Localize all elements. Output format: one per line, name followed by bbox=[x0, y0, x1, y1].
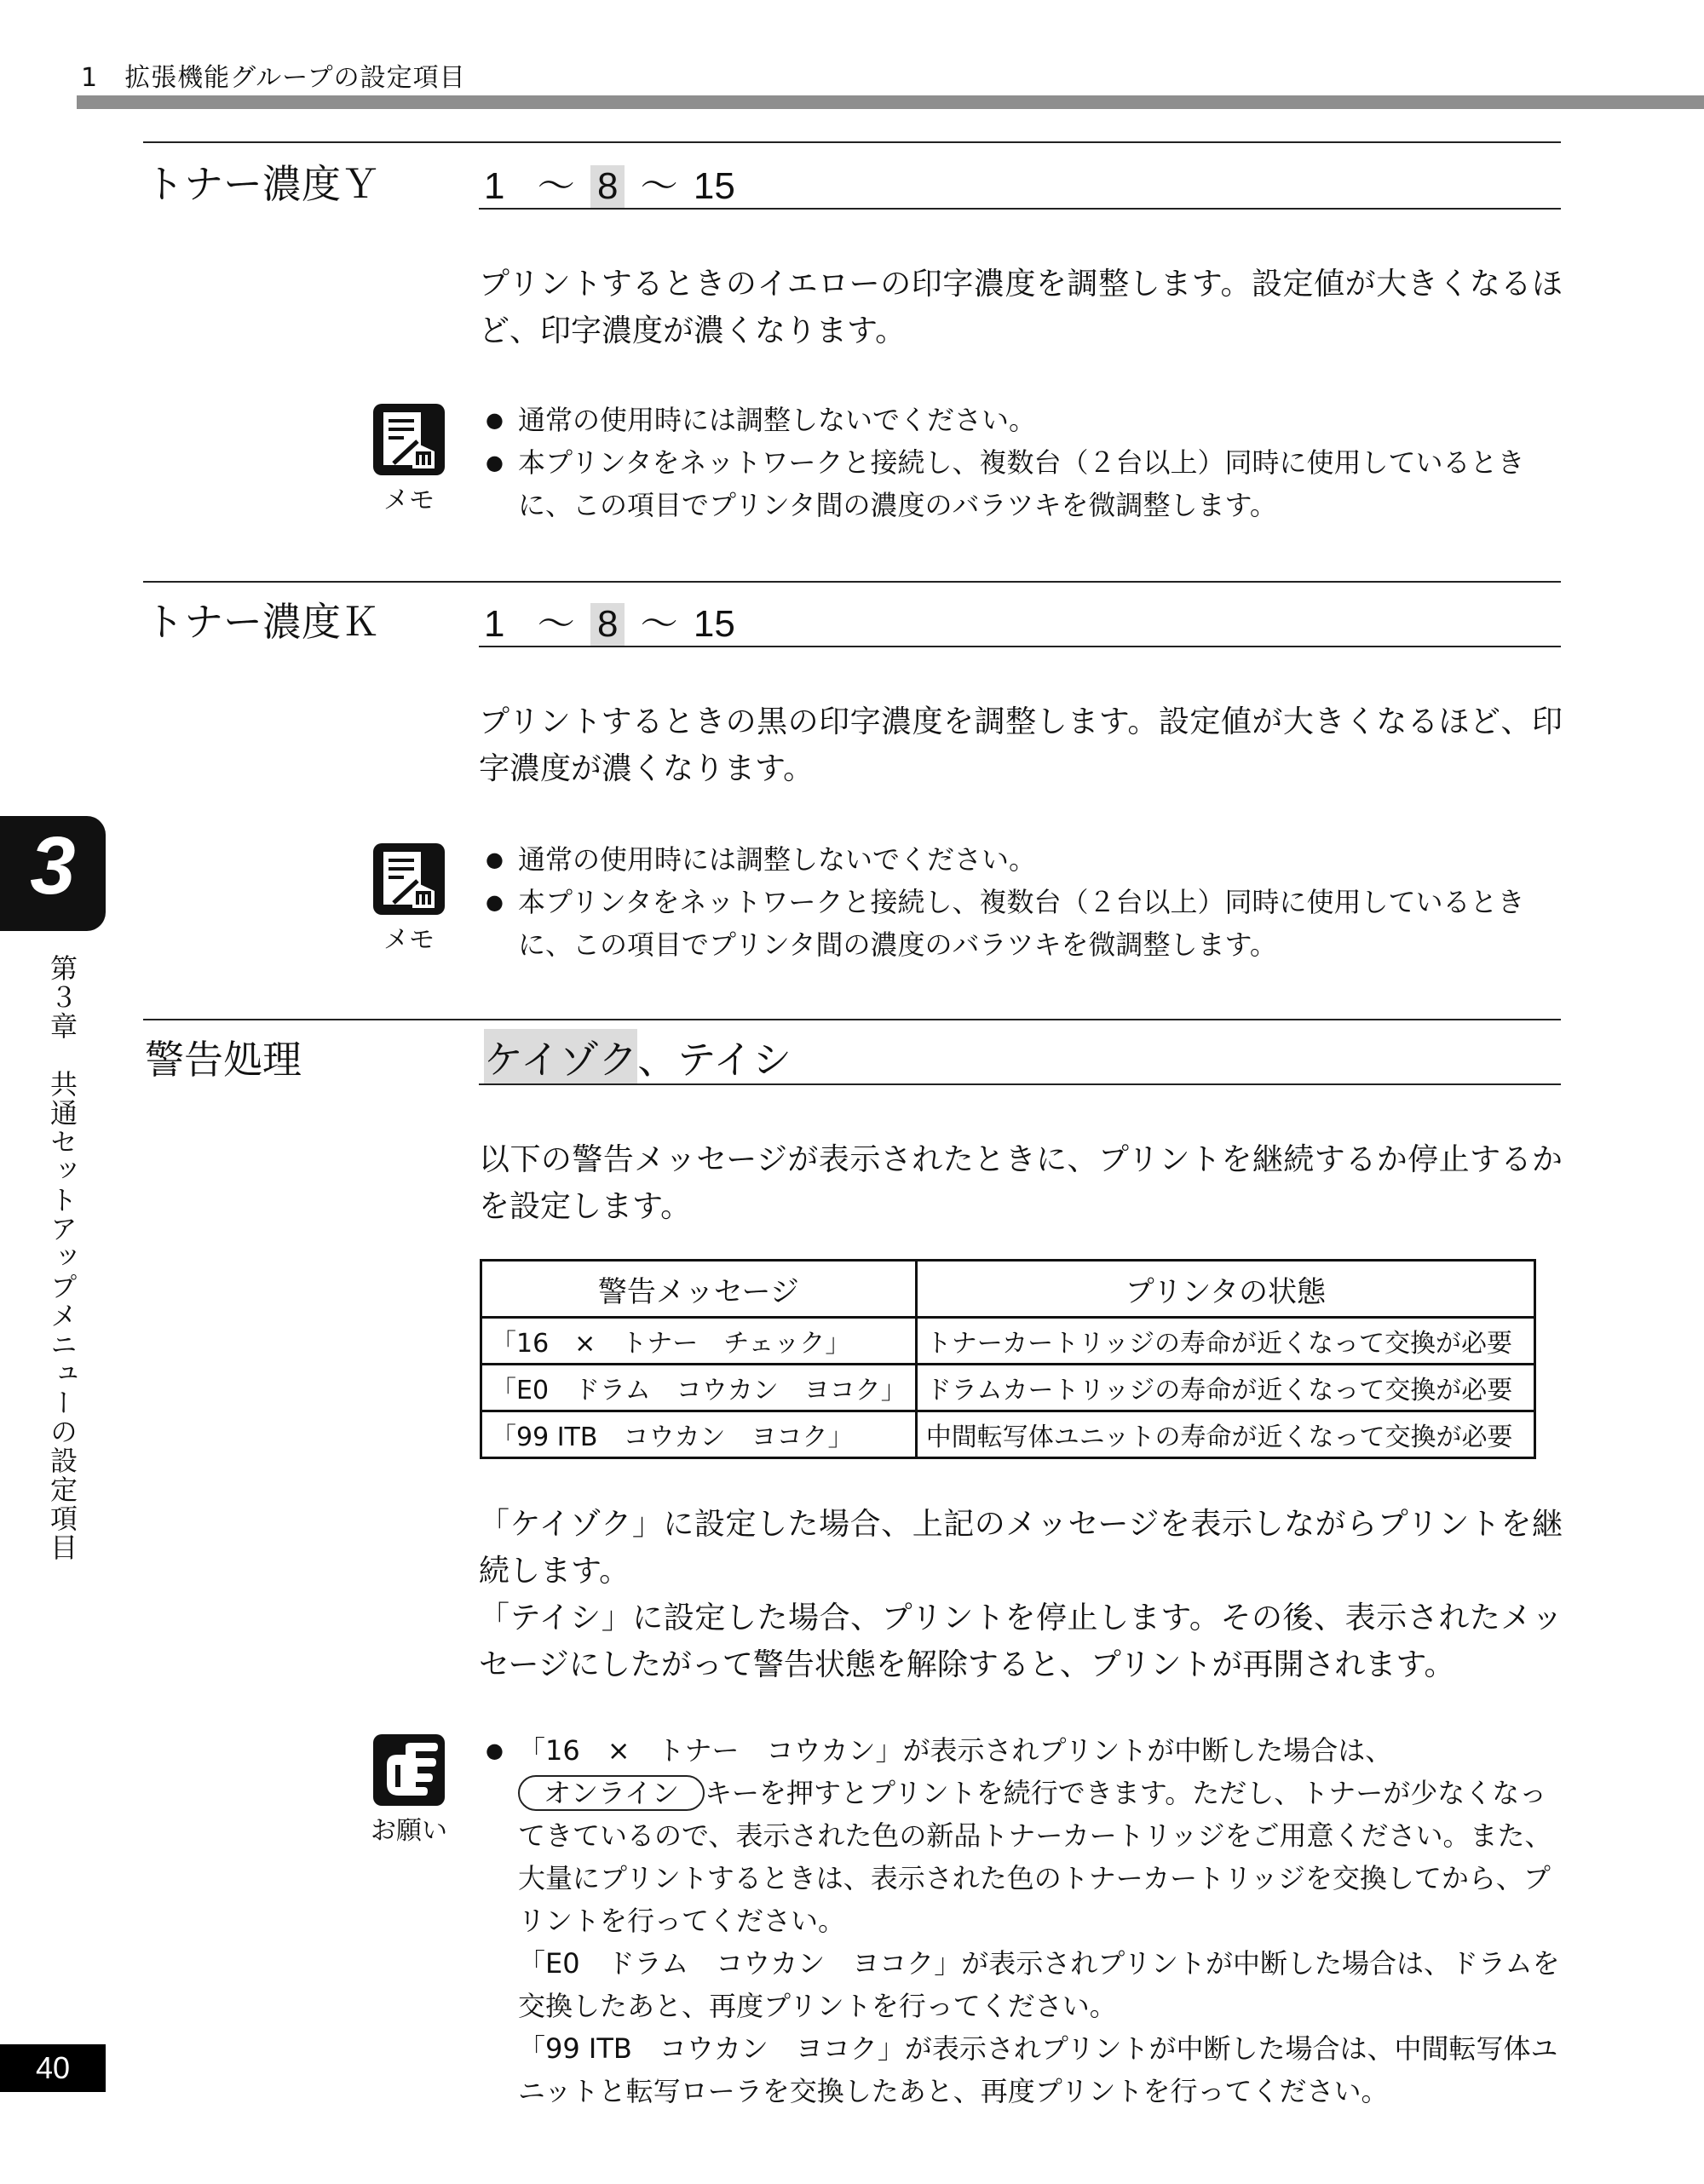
range-min: 1 bbox=[484, 165, 505, 207]
request-label: お願い bbox=[371, 1816, 447, 1846]
range-max: 15 bbox=[693, 603, 735, 645]
setting-explanation bbox=[479, 1501, 1563, 1688]
memo-icon bbox=[373, 404, 445, 475]
table-row bbox=[481, 1365, 1535, 1411]
header-bar bbox=[77, 95, 1704, 109]
section-description: プリントするときのイエローの印字濃度を調整します。設定値が大きくなるほど、印字濃度が濃くなります。 bbox=[479, 267, 1563, 348]
chapter-label: 第３章 共通セットアップメニューの設定項目 bbox=[46, 954, 78, 1562]
table-row bbox=[481, 1318, 1535, 1365]
table-row bbox=[481, 1411, 1535, 1458]
table-cell: トナーカートリッジの寿命が近くなって交換が必要 bbox=[916, 1318, 1534, 1365]
request-text: 「16 × トナー コウカン」が表示されプリントが中断した場合は、 bbox=[518, 1734, 1393, 1767]
list-item: ● 本プリンタをネットワークと接続し、複数台（２台以上）同時に使用しているときに、この項目でプリンタ間の濃度のバラツキを微調整します。 bbox=[486, 441, 1563, 526]
memo-label: メモ bbox=[383, 486, 435, 515]
section-rule-top bbox=[143, 581, 1561, 583]
list-item bbox=[486, 1729, 1563, 1942]
option-other: テイシ bbox=[676, 1037, 792, 1083]
setting-range bbox=[484, 593, 735, 647]
request-paragraph: 「99 ITB コウカン ヨコク」が表示されプリントが中断した場合は、中間転写体ユニットと転写ローラを交換したあと、再度プリントを行ってください。 bbox=[518, 2032, 1558, 2107]
setting-range bbox=[484, 155, 735, 210]
section-rule-top bbox=[143, 141, 1561, 143]
list-item: ● 本プリンタをネットワークと接続し、複数台（２台以上）同時に使用しているときに、この項目でプリンタ間の濃度のバラツキを微調整します。 bbox=[486, 881, 1563, 966]
table-header-row bbox=[481, 1261, 1535, 1318]
section-rule-bottom bbox=[479, 646, 1561, 647]
memo-badge bbox=[366, 843, 452, 954]
request-badge bbox=[366, 1734, 452, 1845]
table-cell: 「16 × トナー チェック」 bbox=[481, 1318, 917, 1365]
table-header: プリンタの状態 bbox=[916, 1261, 1534, 1318]
range-separator: ～ bbox=[640, 603, 678, 645]
table-cell: 「99 ITB コウカン ヨコク」 bbox=[481, 1411, 917, 1458]
section-rule-top bbox=[143, 1019, 1561, 1020]
range-default: 8 bbox=[590, 603, 625, 646]
table-header: 警告メッセージ bbox=[481, 1261, 917, 1318]
section-description: 以下の警告メッセージが表示されたときに、プリントを継続するか停止するかを設定します。 bbox=[479, 1142, 1563, 1224]
table-cell: 「E0 ドラム コウカン ヨコク」 bbox=[481, 1365, 917, 1411]
range-default: 8 bbox=[590, 165, 625, 208]
memo-notes bbox=[486, 838, 1563, 966]
section-title: 警告処理 bbox=[145, 1037, 302, 1083]
memo-notes bbox=[486, 399, 1563, 526]
section-rule-bottom bbox=[479, 1083, 1561, 1085]
range-separator: ～ bbox=[537, 165, 575, 207]
explanation-stop: 「テイシ」に設定した場合、プリントを停止します。その後、表示されたメッセージにしたがって警告状態を解除すると、プリントが再開されます。 bbox=[479, 1601, 1563, 1682]
memo-badge bbox=[366, 404, 452, 514]
page-number: 40 bbox=[0, 2044, 106, 2092]
request-notes bbox=[486, 1729, 1563, 2112]
range-separator: ～ bbox=[537, 603, 575, 645]
section-title: トナー濃度Ｋ bbox=[145, 599, 380, 645]
request-text: キーを押すとプリントを続行できます。ただし、トナーが少なくなってきているので、表示された色の新品トナーカートリッジをご用意ください。また、大量にプリントするときは、表示された色のトナーカートリッジを交換してから、プリントを行ってください。 bbox=[518, 1777, 1552, 1937]
table-cell: ドラムカートリッジの寿命が近くなって交換が必要 bbox=[916, 1365, 1534, 1411]
setting-options bbox=[484, 1029, 792, 1085]
pointing-hand-icon bbox=[373, 1734, 445, 1806]
warning-table bbox=[480, 1259, 1536, 1459]
section-title: トナー濃度Ｙ bbox=[145, 161, 380, 207]
range-min: 1 bbox=[484, 603, 505, 645]
option-default: ケイゾク bbox=[484, 1029, 637, 1085]
request-paragraph: 「E0 ドラム コウカン ヨコク」が表示されプリントが中断した場合は、ドラムを交換したあと、再度プリントを行ってください。 bbox=[518, 1947, 1560, 2022]
running-header: 1 拡張機能グループの設定項目 bbox=[81, 63, 466, 93]
range-max: 15 bbox=[693, 165, 735, 207]
online-key: オンライン bbox=[518, 1775, 705, 1811]
memo-label: メモ bbox=[383, 925, 435, 955]
list-item: ● 通常の使用時には調整しないでください。 bbox=[486, 399, 1563, 441]
option-separator: 、 bbox=[637, 1037, 677, 1083]
section-description: プリントするときの黒の印字濃度を調整します。設定値が大きくなるほど、印字濃度が濃くなります。 bbox=[479, 704, 1563, 786]
explanation-continue: 「ケイゾク」に設定した場合、上記のメッセージを表示しながらプリントを継続します。 bbox=[479, 1507, 1563, 1589]
memo-icon bbox=[373, 843, 445, 915]
table-cell: 中間転写体ユニットの寿命が近くなって交換が必要 bbox=[916, 1411, 1534, 1458]
range-separator: ～ bbox=[640, 165, 678, 207]
list-item: ● 通常の使用時には調整しないでください。 bbox=[486, 838, 1563, 881]
section-rule-bottom bbox=[479, 208, 1561, 210]
chapter-number: 3 bbox=[30, 820, 76, 911]
